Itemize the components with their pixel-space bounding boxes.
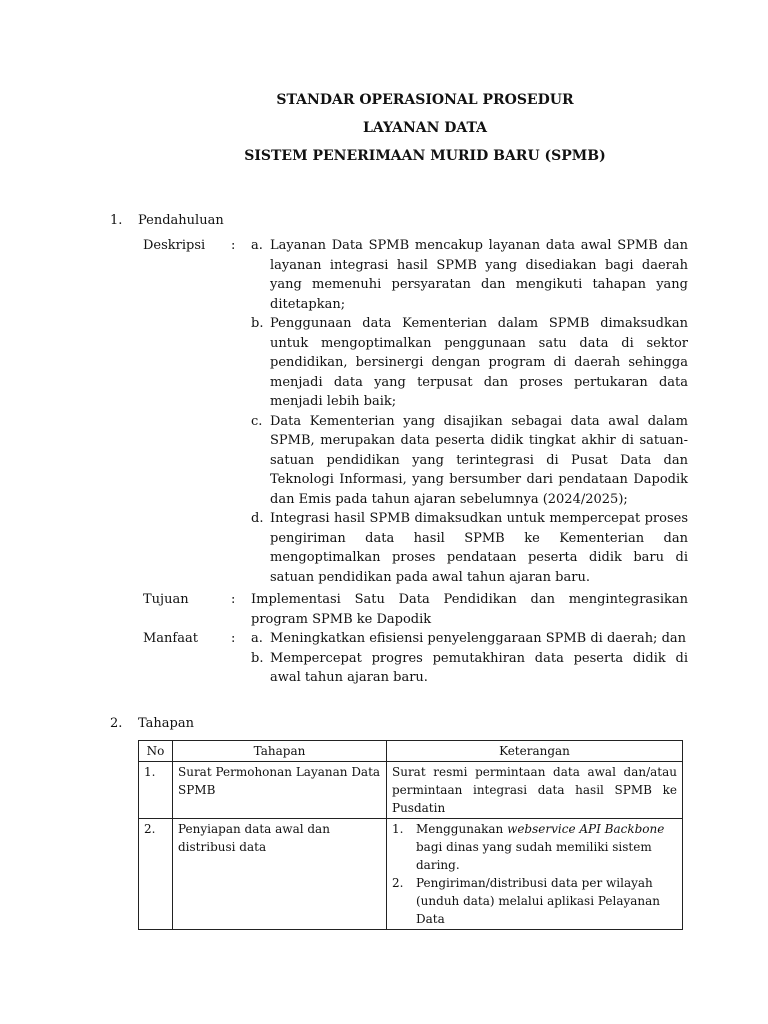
list-marker: a.: [251, 238, 263, 253]
field-colon: :: [231, 238, 236, 253]
field-label: Tujuan: [143, 592, 189, 607]
list-marker: 2.: [392, 876, 404, 890]
list-marker: b.: [251, 650, 264, 666]
title-line-2: LAYANAN DATA: [362, 120, 488, 136]
list-marker: a.: [251, 631, 263, 646]
list-item: [251, 412, 688, 510]
list-item: [251, 649, 688, 688]
table-row: [139, 819, 683, 930]
cell-tahapan: Surat Permohonan Layanan Data SPMB: [173, 762, 387, 819]
list-marker: 1.: [392, 822, 404, 836]
cell-no: 2.: [139, 819, 173, 930]
list-item: [392, 874, 677, 928]
column-header-keterangan: Keterangan: [387, 741, 683, 762]
list-text: Meningkatkan efisiensi penyelenggaraan SPMB di daerah; dan: [270, 631, 687, 646]
list-text: Mempercepat progres pemutakhiran data peserta didik di awal tahun ajaran baru.: [270, 650, 688, 685]
section-title: Tahapan: [138, 716, 194, 731]
field-label: Manfaat: [143, 631, 198, 646]
tujuan-text: Implementasi Satu Data Pendidikan dan mengintegrasikan program SPMB ke Dapodik: [251, 592, 688, 627]
list-text-italic: webservice API Backbone: [507, 822, 665, 836]
list-item: [251, 236, 688, 314]
title-line-3: SISTEM PENERIMAAN MURID BARU (SPMB): [244, 148, 606, 164]
section-title: Pendahuluan: [138, 213, 224, 228]
table-row: [139, 762, 683, 819]
section-2-heading: [110, 714, 194, 734]
list-text-prefix: Menggunakan: [416, 822, 508, 836]
list-text-suffix: bagi dinas yang sudah memiliki sistem daring.: [416, 840, 652, 872]
section-1-heading: [110, 211, 224, 231]
list-text: Penggunaan data Kementerian dalam SPMB dimaksudkan untuk mengoptimalkan penggunaan satu data di sektor pendidikan, bersinergi dengan program di daerah sehingga menjadi data yang terpusat dan proses pertukaran data menjadi lebih baik;: [270, 316, 688, 409]
list-marker: b.: [251, 316, 264, 331]
list-item: [251, 629, 688, 649]
list-marker: d.: [251, 511, 264, 526]
list-text: Data Kementerian yang disajikan sebagai data awal dalam SPMB, merupakan data peserta didik tingkat akhir di satuan-satuan pendidikan yang terintegrasi di Pusat Data dan Teknologi Informasi, yang bersumber dari pendataan Dapodik dan Emis pada tahun ajaran sebelumnya (2024/2025);: [270, 413, 688, 507]
cell-keterangan: Surat resmi permintaan data awal dan/atau permintaan integrasi data hasil SPMB ke Pusdatin: [387, 762, 683, 819]
list-marker: c.: [251, 413, 263, 429]
manfaat-list: [251, 629, 688, 688]
field-colon: :: [231, 631, 236, 646]
cell-tahapan: Penyiapan data awal dan distribusi data: [173, 819, 387, 930]
list-item: [392, 820, 677, 874]
list-text: Layanan Data SPMB mencakup layanan data awal SPMB dan layanan integrasi hasil SPMB yang disediakan bagi daerah yang memenuhi persyaratan dan mengikuti tahapan yang ditetapkan;: [270, 238, 688, 312]
cell-no: 1.: [139, 762, 173, 819]
list-text: Integrasi hasil SPMB dimaksudkan untuk mempercepat proses pengiriman data hasil SPMB ke Kementerian dan mengoptimalkan proses pendataan peserta didik baru di satuan pendidikan pada awal tahun ajaran baru.: [270, 511, 688, 585]
deskripsi-list: [251, 236, 688, 587]
column-header-tahapan: Tahapan: [173, 741, 387, 762]
column-header-no: No: [139, 741, 173, 762]
section-number: 1.: [110, 213, 123, 228]
list-text: Pengiriman/distribusi data per wilayah (unduh data) melalui aplikasi Pelayanan Data: [416, 876, 661, 926]
title-line-1: STANDAR OPERASIONAL PROSEDUR: [276, 92, 574, 108]
document-title: [0, 86, 768, 170]
section-number: 2.: [110, 716, 123, 731]
tahapan-table: [138, 740, 683, 930]
field-colon: :: [231, 592, 236, 607]
list-item: [251, 509, 688, 587]
cell-keterangan: [387, 819, 683, 930]
field-label: Deskripsi: [143, 238, 206, 253]
table-header-row: [139, 741, 683, 762]
list-item: [251, 314, 688, 412]
